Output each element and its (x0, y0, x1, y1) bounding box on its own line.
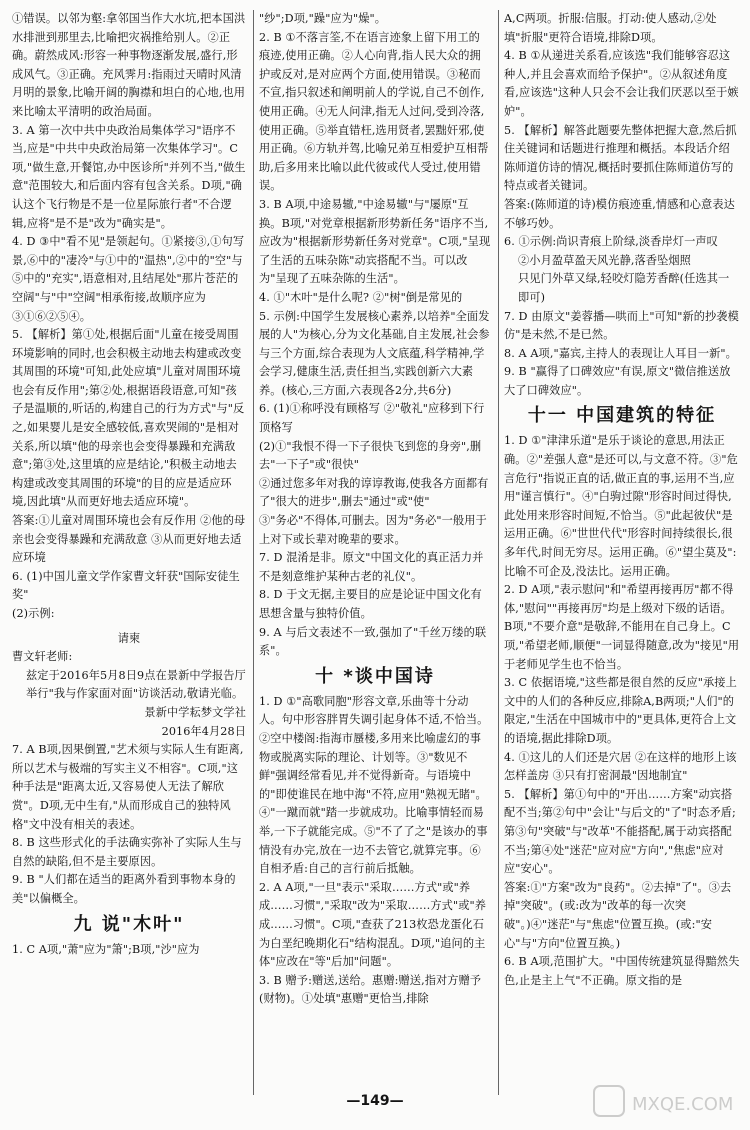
answer-item: 6. (1)①称呼没有顾格写 ②"敬礼"应移到下行顶格写 (259, 402, 485, 435)
watermark-text: MXQE.COM (632, 1094, 734, 1115)
answer-item: 6. ①示例:尚识青痕上阶绿,淡香岸灯一声叹 (504, 235, 718, 249)
answer-item: 1. D ①"津津乐道"是乐于谈论的意思,用法正确。②"差强人意"是还可以,与文意不符。③"危言危行"指说正直的话,做正直的事,运用不当,应用"谨言慎行"。④"白驹过隙"形容时间过得快,此处用来形容时间短,不恰当。⑤"此起彼伏"是运用正确。⑥"世世代代"形容时间持续很长,很多年代,时间无穷尽。运用正确。⑥"望尘莫及":比喻不可企及,没法比。运用正确。 (504, 434, 738, 578)
answer-item: 3. B A项,中途易辙,"中途易辙"与"屡原"互换。B项,"对党章根据新形势新任务"语序不当,应改为"根据新形势新任务对党章"。C项,"呈现了生活的五味杂陈"动宾搭配不当。可以改为"呈现了五味杂陈的生活"。 (259, 197, 491, 286)
answer-text: (2)①"我恨不得一下子很快飞到您的身旁",删去"一下子"或"很快" (259, 439, 482, 472)
answer-item: 2. A A项,"一旦"表示"采取……方式"或"养成……习惯","采取"改为"采取……方式"或"养成……习惯"。C项,"查获了213枚恐龙蛋化石为白垩纪晚期化石"结构混乱。D项,"追问的主体"应改在"等"后加"问题"。 (259, 880, 487, 969)
column-middle (259, 10, 491, 1090)
column-left (12, 10, 246, 1090)
answer-item: 9. B "赢得了口碑效应"有误,原文"微信推送放大了口碑效应"。 (504, 365, 731, 397)
column-divider (253, 10, 254, 1095)
answer-item: 5. 【解析】解答此题要先整体把握大意,然后抓住关键词和话题进行推理和概括。本段话介绍陈师道仿诗的情况,概括时要抓住陈师道仿写的特点或者关键词。 (504, 123, 737, 193)
invitation-date: 2016年4月28日 (161, 724, 246, 738)
page-number: —149— (346, 1093, 404, 1109)
answer-text: ②通过您多年对我的谆谆教诲,使我各方面都有了"很大的进步",删去"通过"或"使" (259, 476, 489, 509)
answer-item: 9. B "人们都在适当的距离外看到事物本身的美"以偏概全。 (12, 873, 236, 905)
column-divider (498, 10, 499, 1095)
answer-item: 4. D ③中"看不见"是领起句。①紧接③,①句写景,⑥中的"凄冷"与①中的"温热",②中的"空"与⑤中的"充实",语意相对,且结尾处"那片苍茫的空阔"与"中"空阔"相承衔接,故顺序应为③①⑥②⑤④。 (12, 235, 245, 323)
answer-item: 3. B 赠予:赠送,送给。惠赠:赠送,指对方赠予(财物)。①处填"惠赠"更恰当,排除 (259, 973, 482, 1006)
invitation-signature: 景新中学耘梦文学社 (144, 705, 246, 719)
answer-item: 5. 示例:中国学生发展核心素养,以培养"全面发展的人"为核心,分为文化基础,自主发展,社会参与三个方面,综合表现为人文底蕴,科学精神,学会学习,健康生活,责任担当,实践创新六大素养。(核心,三方面,六表现各2分,共6分) (259, 309, 490, 397)
invitation-title: 请柬 (117, 631, 141, 645)
answer-key: 答案:①儿童对周围环境也会有反作用 ②他的母亲也会变得暴躁和充满敌意 ③从而更好地去适应环境 (12, 514, 246, 565)
answer-item: 6. (1)中国儿童文学作家曹文轩获"国际安徒生奖" (12, 569, 240, 602)
answer-item: 4. B ①从递进关系看,应该选"我们能够容忍这种人,并且会喜欢而给予保护"。②从叙述角度看,应该选"这种人只会不会让我们厌恶以至于嫉妒"。 (504, 49, 739, 118)
answer-key: 答案:(陈师道的诗)模仿痕迹重,情感和心意表达不够巧妙。 (504, 197, 735, 230)
answer-item: 3. A 第一次中共中央政治局集体学习"语序不当,应是"中共中央政治局第一次集体学习"。C项,"做生意,开餐馆,办中医诊所"并列不当,"做生意"范围较大,和后面内容有包含关系。D项,"确认这个飞行物是不是一位星际旅行者"不合逻辑,应将"是不是"改为"确实是"。 (12, 123, 246, 230)
answer-item: 7. A B项,因果倒置,"艺术须与实际人生有距离,所以艺术与极端的写实主义不相容"。C项,"这种手法是"距离太近,又容易使人无法了解欣赏"。D项,无中生有,"从而形成自己的独特风格"文中没有相关的表述。 (12, 743, 244, 831)
section-heading: 十 *谈中国诗 (315, 665, 435, 687)
section-heading: 九 说"木叶" (73, 913, 185, 935)
answer-item: 2. D A项,"表示慰问"和"希望再接再厉"都不得体,"慰问""再接再厉"均是上级对下级的话语。B项,"不要介意"是敬辞,不能用在自己身上。C项,"希望老师,顺便"一词显得随意,改为"接见"用于老师见学生也不恰当。 (504, 583, 740, 671)
answer-item: 8. A A项,"嘉宾,主持人的表现让人耳目一新"。 (504, 346, 737, 360)
answer-text: ③"务必"不得体,可删去。因为"务必"一般用于上对下或长辈对晚辈的要求。 (259, 514, 487, 546)
answer-item: 4. ①"木叶"是什么呢? ②"树"倒是常见的 (259, 290, 463, 304)
answer-item: 9. A 与后文表述不一致,强加了"千丝万缕的联系"。 (259, 625, 487, 658)
answer-text: "纱";D项,"躁"应为"燥"。 (259, 12, 387, 25)
section-heading: 十一 中国建筑的特征 (527, 405, 717, 427)
answer-item: 2. B ①不落言筌,不在语言迹象上留下用工的痕迹,使用正确。②人心向背,指人民大众的拥护或反对,是对应两个方面,使用错误。③秘而不宣,指只叙述和阐明前人的学说,自己不创作,使用正确。④无人问津,指无人过问,受到冷落,使用正确。⑤举直错枉,选用贤者,罢黜奸邪,使用正确。⑥方轨并驾,比喻兄弟互相爱护互相帮助,后多用来比喻以此代彼或代人受过,使用错误。 (259, 30, 489, 193)
answer-item: 6. B A项,范围扩大。"中国传统建筑显得黯然失色,止是主上气"不正确。原文指的是 (504, 955, 740, 987)
answer-text: 只见门外草又绿,轻咬灯隐芳香醉(任选其一即可) (518, 272, 730, 304)
answer-item: 3. C 依据语境,"这些都是很自然的反应"承接上文中的人们的各种反应,排除A,B两项;"人们"的限定,"生活在中国城市中的"更具体,更符合上文的语境,据此排除D项。 (504, 676, 737, 745)
watermark-logo (592, 1082, 742, 1122)
answer-page (12, 10, 740, 1090)
column-right (504, 10, 740, 1090)
answer-item: 4. ①这儿的人们还是穴居 ②在这样的地形上该怎样盖房 ③只有打密洞最"因地制宜" (504, 750, 737, 783)
answer-item: 5. 【解析】第①处,根据后面"儿童在接受周围环境影响的同时,也会积极主动地去构建或改变其周围的环境"可知,此处应填"儿童对周围环境也会有反作用";第②处,根据语段语意,可知"孩子是温顺的,听话的,构建自己的行为方式"与"反之,如果婴儿是安全感较低,喜欢哭闹的"是相对关系,所以填"他的母亲也会变得暴躁和充满敌意";第③处,这里填的应是结论,"积极主动地去构建或改变其周围的环境"的目的应是适应环境,因此填"从而更好地去适应环境"。 (12, 328, 245, 509)
answer-text: A,C两项。折服:信服。打动:使人感动,②处填"折服"更符合语境,排除D项。 (504, 12, 717, 44)
answer-item: 5. 【解析】第①句中的"开出……方案"动宾搭配不当;第②句中"会让"与后文的"了"时态矛盾;第③句"突破"与"改革"不能搭配,属于动宾搭配不当;第④处"迷茫"应对应"方向","焦虑"应对应"安心"。 (504, 787, 736, 876)
answer-key: 答案:①"方案"改为"良药"。②去掉"了"。③去掉"突破"。(或:改为"改革的每一次突破"。)④"迷茫"与"焦虑"位置互换。(或:"安心"与"方向"位置互换。) (504, 880, 732, 950)
invitation-body: 兹定于2016年5月8日9点在景新中学报告厅举行"我与作家面对面"访谈活动,敬请光临。 (26, 668, 246, 701)
answer-item: 8. B 这些形式化的手法确实弥补了实际人生与自然的缺陷,但不是主要原因。 (12, 836, 242, 868)
answer-item: 7. D 混淆是非。原文"中国文化的真正活力并不是刻意维护某种古老的礼仪"。 (259, 551, 484, 583)
invitation-salutation: 曹文轩老师: (12, 650, 73, 664)
answer-item: 1. C A项,"萧"应为"箫";B项,"沙"应为 (12, 942, 200, 956)
answer-item: 1. D ①"高歌同胞"形容文章,乐曲等十分动人。句中形容胖胃失调引起身体不适,不恰当。②空中楼阁:指海市蜃楼,多用来比喻虚幻的事物或脱离实际的理论、计划等。③"数见不鲜"强调经常看见,并不觉得新奇。与语境中的"即使谁民在地中海"不符,应用"熟视无睹"。④"一蹴而就"踏一步就成功。比喻事情轻而易举,一下子就能完成。⑤"不了了之"是该办的事情没有办完,放在一边不去管它,就算完事。⑥自相矛盾:自己的言行前后抵触。 (259, 694, 489, 876)
answer-item: 7. D 由原文"姜蓉播—哄而上"可知"新的抄袭模仿"是未然,不是已然。 (504, 309, 739, 342)
answer-text: (2)示例: (12, 607, 55, 620)
answer-text: ①错误。以邻为壑:拿邻国当作大水坑,把本国洪水排泄到那里去,比喻把灾祸推给别人。②正确。蔚然成风:形容一种事物逐渐发展,盛行,形成风气。③正确。充风霁月:指雨过天晴时风清月明的景象,比喻开阔的胸襟和坦白的心地,也用来比喻太平清明的政治局面。 (12, 12, 246, 118)
answer-item: 8. D 于文无据,主要目的应是论证中国文化有思想含量与独特价值。 (259, 588, 482, 620)
answer-text: ②小月盈草盈天风光静,落香坠烟照 (518, 253, 691, 267)
